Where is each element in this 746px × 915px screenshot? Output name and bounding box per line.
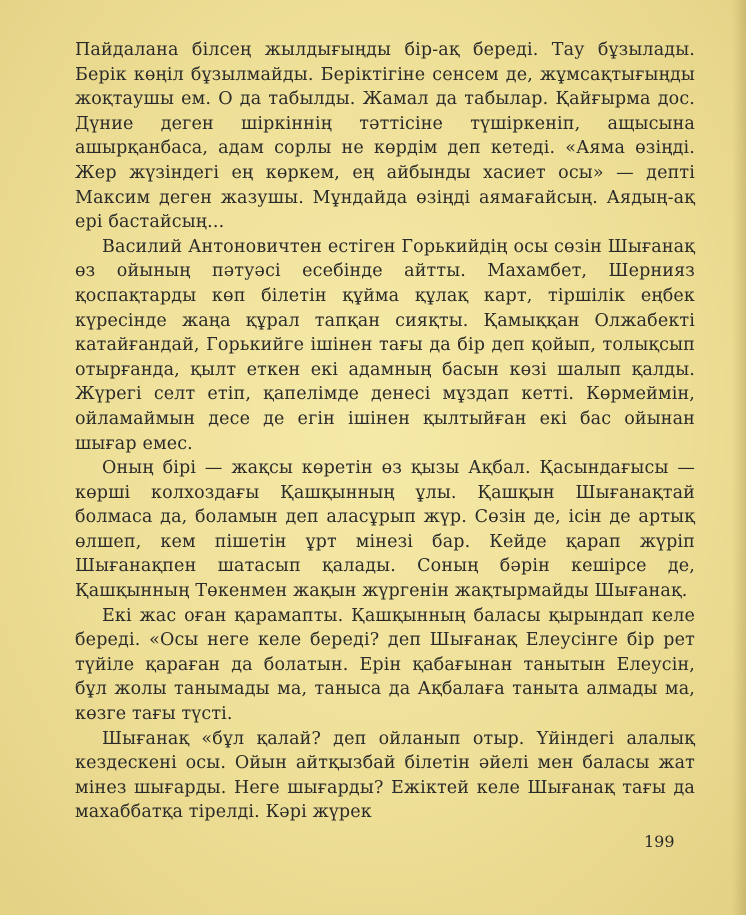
paragraph: Екі жас оған қарамапты. Қашқынның баласы қырындап келе береді. «Осы неге келе береді? деп Шығанақ Елеусінге бір рет түйіле қараған да болатын. Ерін қабағынан танытын Елеусін, бұл жолы танымады ма, таныса да Ақбалаға таныта алмады ма, көзге тағы түсті. [75, 605, 695, 725]
paragraph: Пайдалана білсең жылдығыңды бір-ақ береді. Тау бұзылады. Берік көңіл бұзылмайды. Беріктігіне сенсем де, жұмсақтығыңды жоқтаушы ем. О да табылды. Жамал да табылар. Қайғырма дос. Дүние деген шіркіннің тәттісіне түшіркеніп, ащысына ашырқанбаса, адам сорлы не көрдім деп кетеді. «Аяма өзіңді. Жер жүзіндегі ең көркем, ең айбынды хасиет осы» — депті Максим деген жазушы. Мұндайда өзіңді аямағайсың. Аядың-ақ ері бастайсың... [75, 40, 695, 233]
paragraph: Василий Антоновичтен естіген Горькийдің осы сөзін Шығанақ өз ойының пәтуәсі есебінде айтты. Махамбет, Шернияз қоспақтарды көп білетін құйма құлақ карт, тіршілік еңбек күресінде жаңа құрал тапқан сияқты. Қамыққан Олжабекті катайғандай, Горькийге ішінен тағы да бір деп қойып, толықсып отырғанда, қылт еткен екі адамның басын көзі шалып қалды. Жүрегі селт етіп, қапелімде денесі мұздап кетті. Көрмеймін, ойламаймын десе де егін ішінен қылтыйған екі бас ойынан шығар емес. [75, 236, 695, 454]
page-number: 199 [644, 832, 675, 851]
page-body [75, 38, 695, 825]
page-edge-shadow [732, 0, 746, 915]
paragraph: Шығанақ «бұл қалай? деп ойланып отыр. Үйіндегі алалық кездескені осы. Ойын айтқызбай білетін әйелі мен баласы жат мінез шығарды. Неге шығарды? Ежіктей келе Шығанақ тағы да махаббатқа тірелді. Кәрі жүрек [75, 728, 695, 823]
paragraph: Оның бірі — жақсы көретін өз қызы Ақбал. Қасындағысы — көрші колхоздағы Қашқынның ұлы. Қашқын Шығанақтай болмаса да, боламын деп аласұрып жүр. Сөзін де, ісін де артық өлшеп, кем пішетін ұрт мінезі бар. Кейде қарап жүріп Шығанақпен шатасып қалады. Соның бәрін кешірсе де, Қашқынның Төкенмен жақын жүргенін жақтырмайды Шығанақ. [75, 458, 695, 602]
